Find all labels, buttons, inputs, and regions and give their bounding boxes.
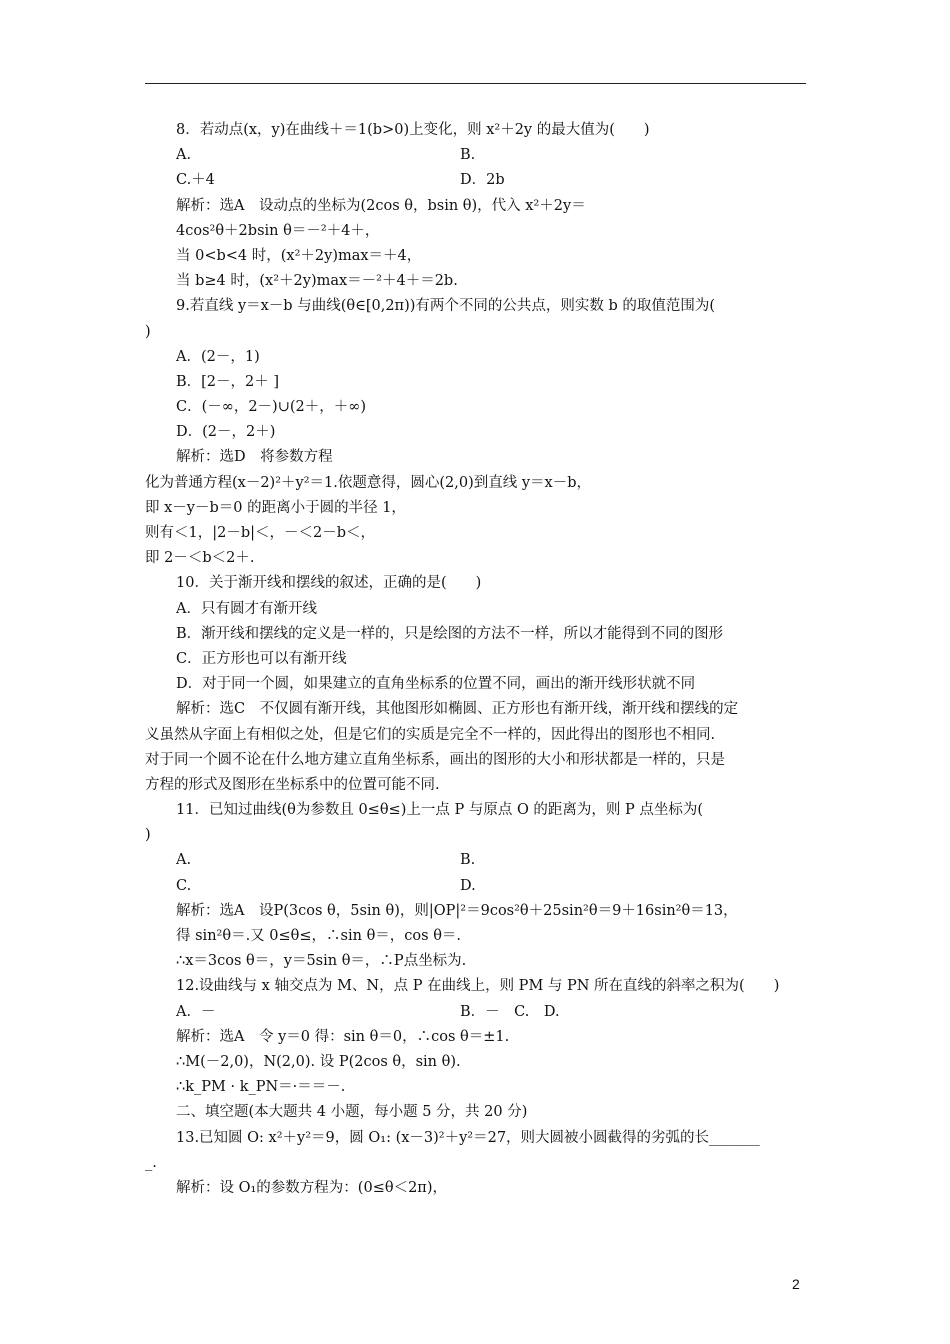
header-rule (145, 83, 806, 84)
q11-options-row-2 (145, 874, 808, 899)
q12-options-bcd: B．－ C. D. (460, 1003, 560, 1020)
q11-option-c: C. (176, 877, 192, 894)
q10-solution-line: 义虽然从字面上有相似之处，但是它们的实质是完全不一样的，因此得出的图形也不相同. (145, 726, 716, 743)
q12-solution-line: 解析：选A 令 y＝0 得：sin θ＝0，∴cos θ＝±1. (176, 1028, 510, 1045)
q10-option-b: B．渐开线和摆线的定义是一样的，只是绘图的方法不一样，所以才能得到不同的图形 (176, 625, 724, 642)
q8-solution-line: 当 0<b<4 时，(x²＋2y)max＝＋4， (176, 247, 422, 264)
q12-option-a: A．－ (176, 1003, 216, 1020)
q9-option-a: A．(2－，1) (176, 348, 260, 365)
question-9: 9.若直线 y＝x－b 与曲线(θ∈[0,2π))有两个不同的公共点，则实数 b 的取值范围为( (176, 298, 716, 315)
q12-options-row (145, 1000, 808, 1025)
q10-option-a: A．只有圆才有渐开线 (176, 600, 317, 617)
q10-option-d: D．对于同一个圆，如果建立的直角坐标系的位置不同，画出的渐开线形状就不同 (176, 676, 696, 693)
q8-solution-line: 4cos²θ＋2bsin θ＝－²＋4＋， (176, 222, 380, 239)
q11-option-d: D. (460, 877, 476, 894)
q11-options-row-1 (145, 848, 808, 873)
q8-option-c: C.＋4 (176, 172, 215, 189)
page-number: 2 (792, 1276, 800, 1292)
question-9-continuation: ) (145, 323, 151, 340)
question-13: 13.已知圆 O: x²＋y²＝9，圆 O₁: (x－3)²＋y²＝27，则大圆被小圆截得的劣弧的长_______ (176, 1129, 760, 1146)
q12-solution-line: ∴M(－2,0)，N(2,0). 设 P(2cos θ，sin θ). (176, 1053, 461, 1070)
q9-option-c: C．(－∞，2－)∪(2＋，＋∞) (176, 399, 366, 416)
q10-option-c: C．正方形也可以有渐开线 (176, 650, 347, 667)
q9-option-d: D．(2－，2＋) (176, 424, 276, 441)
q11-solution-line: 解析：选A 设P(3cos θ，5sin θ)，则|OP|²＝9cos²θ＋25sin²θ＝9＋16sin²θ＝13， (176, 902, 738, 919)
q9-solution-line: 解析：选D 将参数方程 (176, 449, 333, 466)
question-13-continuation: _. (145, 1154, 157, 1171)
q11-option-a: A. (176, 852, 192, 869)
q8-options-row-1 (145, 143, 808, 168)
q9-solution-line: 则有＜1，|2－b|＜，－＜2－b＜， (145, 525, 376, 541)
q10-solution-line: 方程的形式及图形在坐标系中的位置可能不同. (145, 776, 440, 793)
q8-solution-line: 解析：选A 设动点的坐标为(2cos θ，bsin θ)，代入 x²＋2y＝ (176, 197, 586, 214)
q9-solution-line: 即 x－y－b＝0 的距离小于圆的半径 1， (145, 499, 406, 516)
section-heading: 二、填空题(本大题共 4 小题，每小题 5 分，共 20 分) (176, 1104, 528, 1121)
q8-option-a: A. (176, 147, 192, 164)
question-12: 12.设曲线与 x 轴交点为 M、N，点 P 在曲线上，则 PM 与 PN 所在直线的斜率之积为( ) (176, 978, 780, 995)
question-11: 11．已知过曲线(θ为参数且 0≤θ≤)上一点 P 与原点 O 的距离为，则 P 点坐标为( (176, 802, 704, 819)
q9-solution-line: 化为普通方程(x－2)²＋y²＝1.依题意得，圆心(2,0)到直线 y＝x－b， (145, 474, 592, 491)
q11-solution-line: 得 sin²θ＝.又 0≤θ≤，∴sin θ＝，cos θ＝. (176, 928, 462, 944)
q13-solution-line: 解析：设 O₁的参数方程为：(0≤θ＜2π)， (176, 1179, 447, 1196)
q8-solution-line: 当 b≥4 时，(x²＋2y)max＝－²＋4＋＝2b. (176, 273, 458, 290)
q10-solution-line: 解析：选C 不仅圆有渐开线，其他图形如椭圆、正方形也有渐开线，渐开线和摆线的定 (176, 701, 739, 718)
q9-option-b: B．[2－，2＋ ] (176, 373, 280, 390)
q10-solution-line: 对于同一个圆不论在什么地方建立直角坐标系，画出的图形的大小和形状都是一样的，只是 (145, 751, 725, 768)
document-body (145, 118, 808, 1201)
question-11-continuation: ) (145, 827, 151, 844)
q12-solution-line: ∴k_PM · k_PN＝·＝＝－. (176, 1079, 346, 1096)
question-10: 10．关于渐开线和摆线的叙述，正确的是( ) (176, 575, 482, 592)
q11-option-b: B. (460, 852, 476, 869)
q8-options-row-2 (145, 168, 808, 193)
question-8: 8．若动点(x，y)在曲线＋＝1(b>0)上变化，则 x²＋2y 的最大值为( ) (176, 122, 650, 138)
q9-solution-line: 即 2－＜b＜2＋. (145, 550, 255, 567)
q8-option-d: D．2b (460, 172, 505, 189)
q8-option-b: B. (460, 147, 476, 164)
q11-solution-line: ∴x＝3cos θ＝，y＝5sin θ＝，∴P点坐标为. (176, 953, 467, 970)
